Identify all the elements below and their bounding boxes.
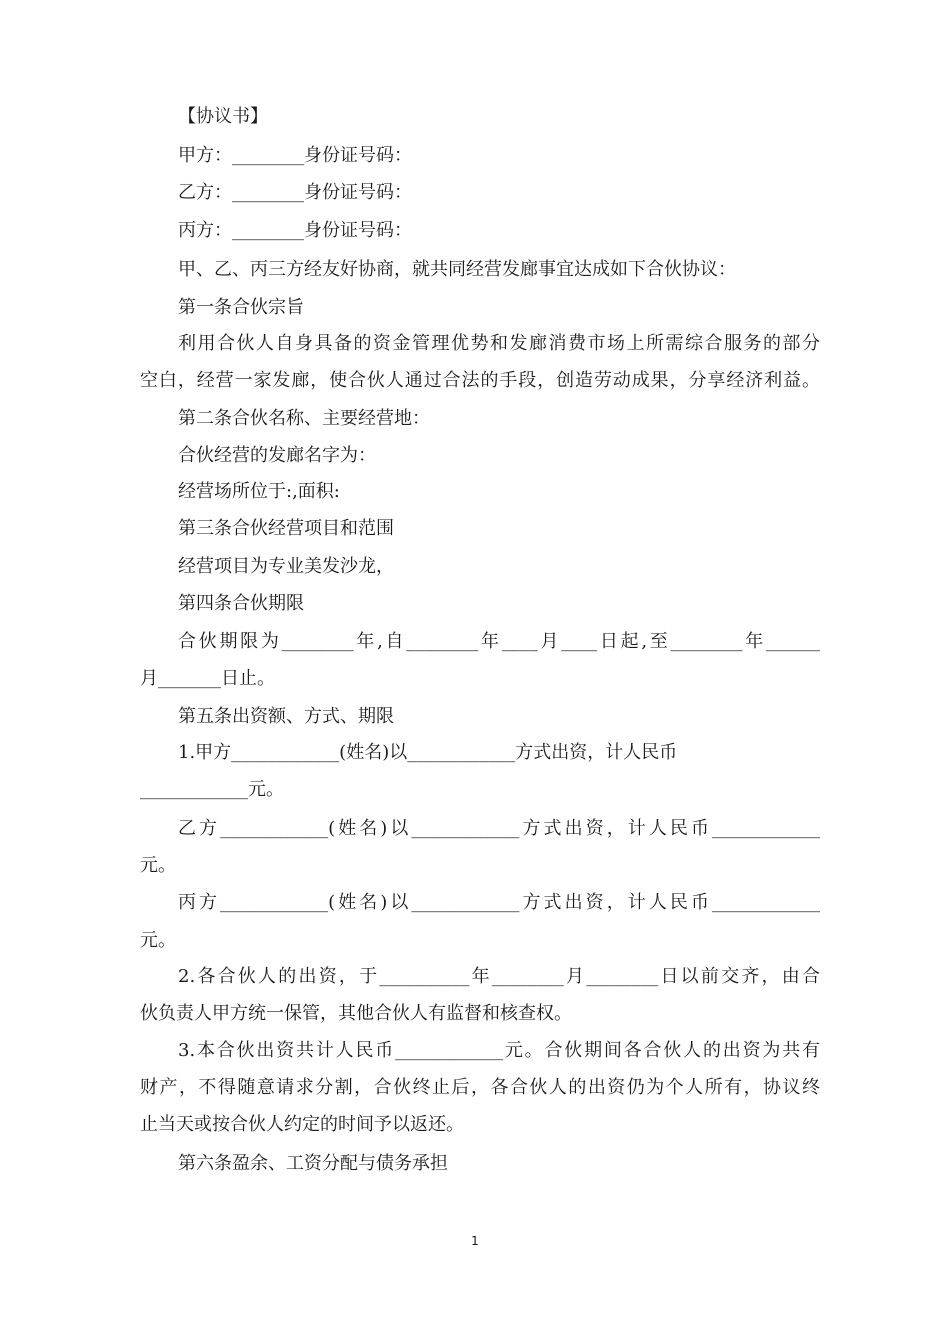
article-5-text-line: 3.本合伙出资共计人民币____________元。合伙期间各合伙人的出资为共有: [178, 1040, 820, 1061]
article-4-text-line: 月_______日止。: [140, 668, 275, 689]
article-1-heading: 第一条合伙宗旨: [178, 297, 304, 318]
article-2-text-line: 经营场所位于:,面积:: [178, 481, 340, 502]
preamble: 甲、乙、丙三方经友好协商，就共同经营发廊事宜达成如下合伙协议：: [178, 259, 736, 280]
article-5-text-line: 财产，不得随意请求分割，合伙终止后，各合伙人的出资仍为个人所有，协议终: [140, 1077, 820, 1098]
article-5-text-line: 2.各合伙人的出资，于__________年________月________日以前交齐，由合: [178, 966, 820, 987]
article-5-text-line: ____________元。: [140, 779, 284, 800]
party-a-line: 甲方：________身份证号码：: [178, 145, 412, 166]
article-3-heading: 第三条合伙经营项目和范围: [178, 518, 394, 539]
page-number: 1: [471, 1234, 479, 1248]
article-5-text-line: 止当天或按合伙人约定的时间予以返还。: [140, 1114, 464, 1135]
document-title: 【协议书】: [178, 106, 268, 127]
article-4-heading: 第四条合伙期限: [178, 593, 304, 614]
article-5-text-line: 伙负责人甲方统一保管，其他合伙人有监督和核查权。: [140, 1003, 572, 1024]
article-4-text-line: 合伙期限为________年,自________年____月____日起,至________年______: [178, 631, 820, 652]
article-3-text-line: 经营项目为专业美发沙龙，: [178, 556, 394, 577]
article-5-text-line: 丙方____________(姓名)以____________方式出资，计人民币____________: [178, 892, 820, 913]
article-2-heading: 第二条合伙名称、主要经营地：: [178, 408, 430, 429]
article-6-heading: 第六条盈余、工资分配与债务承担: [178, 1153, 448, 1174]
article-5-text-line: 元。: [140, 855, 176, 876]
article-2-text-line: 合伙经营的发廊名字为：: [178, 445, 376, 466]
article-1-text-line: 利用合伙人自身具备的资金管理优势和发廊消费市场上所需综合服务的部分: [178, 333, 820, 354]
party-c-line: 丙方：________身份证号码：: [178, 220, 412, 241]
article-5-text-line: 1.甲方____________(姓名)以____________方式出资，计人民币: [178, 742, 678, 763]
article-5-text-line: 乙方____________(姓名)以____________方式出资，计人民币____________: [178, 818, 820, 839]
article-1-text-line: 空白，经营一家发廊，使合伙人通过合法的手段，创造劳动成果，分享经济利益。: [140, 370, 820, 391]
party-b-line: 乙方：________身份证号码：: [178, 182, 412, 203]
article-5-text-line: 元。: [140, 930, 176, 951]
article-5-heading: 第五条出资额、方式、期限: [178, 706, 394, 727]
